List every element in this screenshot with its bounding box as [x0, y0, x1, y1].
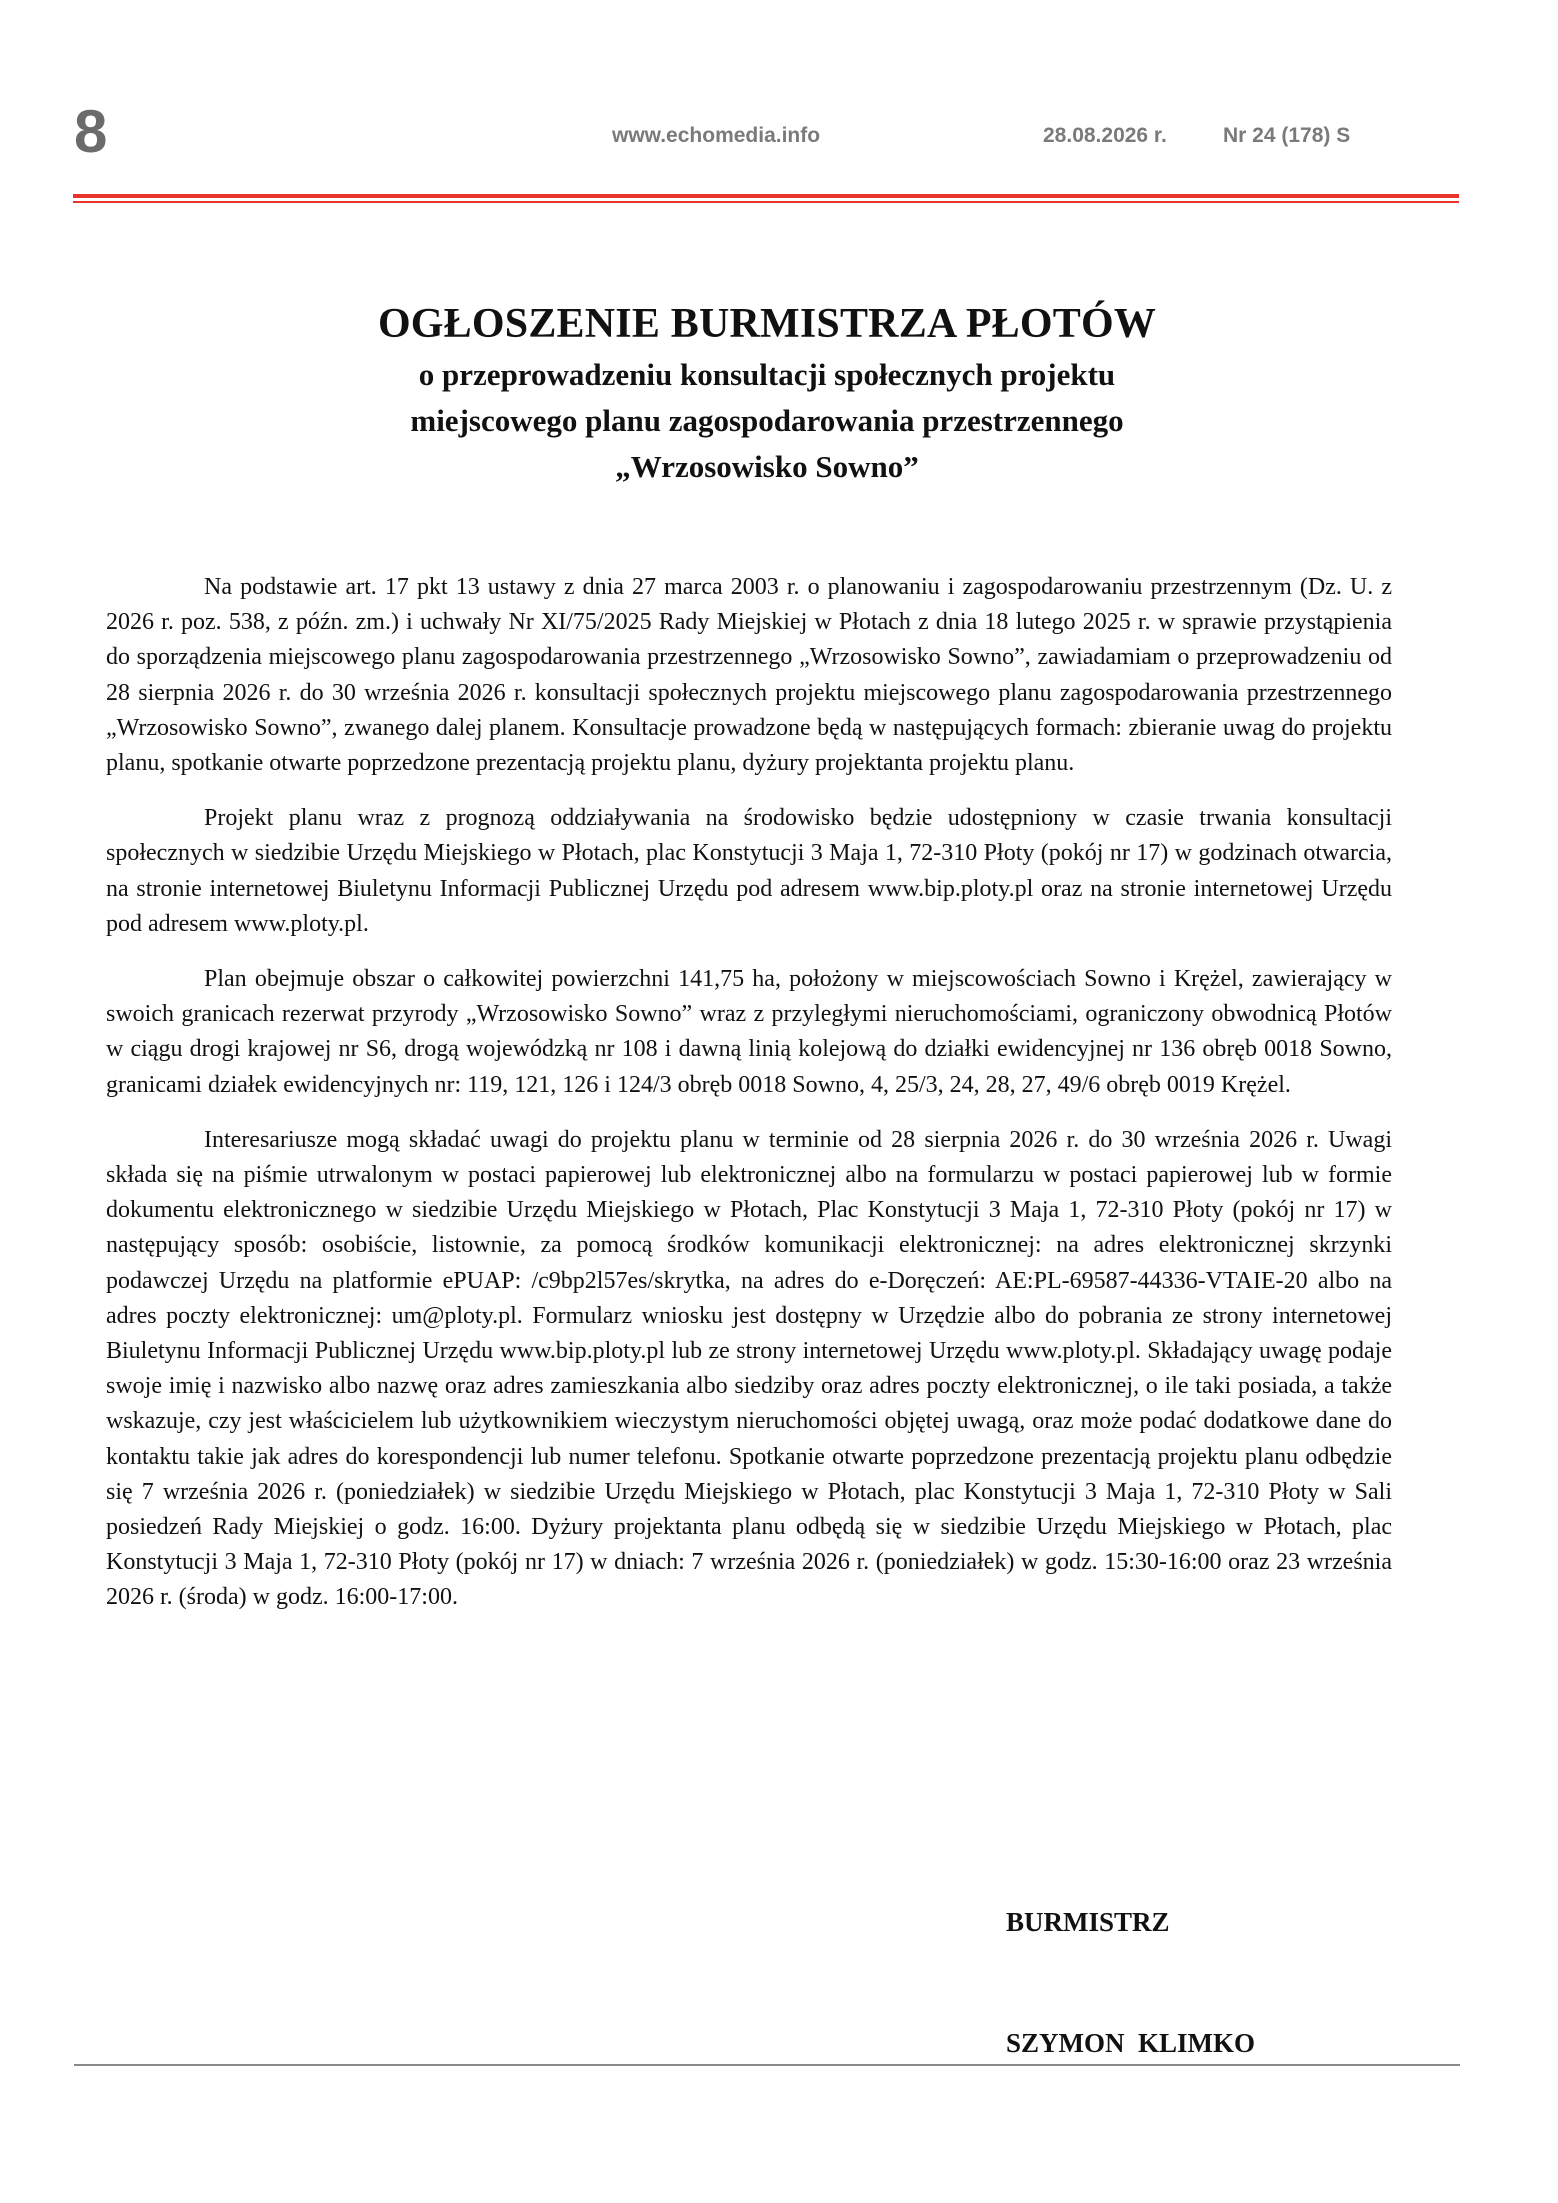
header-rule-thick [73, 194, 1459, 198]
signature-role: BURMISTRZ [1006, 1907, 1170, 1937]
body-paragraph-legal-basis: Na podstawie art. 17 pkt 13 ustawy z dnia 27 marca 2003 r. o planowaniu i zagospodarowaniu przestrzennym (Dz. U. z 2026 r. poz. 538, z późn. zm.) i uchwały Nr XI/75/2025 Rady Miejskiej w Płotach z dnia 18 lutego 2025 r. w sprawie przystąpienia do sporządzenia miejscowego planu zagospodarowania przestrzennego „Wrzosowisko Sowno”, zawiadamiam o przeprowadzeniu od 28 sierpnia 2026 r. do 30 września 2026 r. konsultacji społecznych projektu miejscowego planu zagospodarowania przestrzennego „Wrzosowisko Sowno”, zwanego dalej planem. Konsultacje prowadzone będą w następujących formach: zbieranie uwag do projektu planu, spotkanie otwarte poprzedzone prezentacją projektu planu, dyżury projektanta projektu planu. [106, 574, 1392, 777]
body-paragraph-comments: Interesariusze mogą składać uwagi do projektu planu w terminie od 28 sierpnia 2026 r. do 30 września 2026 r. Uwagi składa się na piśmie utrwalonym w postaci papierowej lub elektronicznej albo na formularzu w postaci papierowej lub w formie dokumentu elektronicznego w siedzibie Urzędu Miejskiego w Płotach, Plac Konstytucji 3 Maja 1, 72-310 Płoty (pokój nr 17) w następujący sposób: osobiście, listownie, za pomocą środków komunikacji elektronicznej: na adres elektronicznej skrzynki podawczej Urzędu na platformie ePUAP: /c9bp2l57es/skrytka, na adres do e-Doręczeń: AE:PL-69587-44336-VTAIE-20 albo na adres poczty elektronicznej: um@ploty.pl. Formularz wniosku jest dostępny w Urzędzie albo do pobrania ze strony internetowej Biuletynu Informacji Publicznej Urzędu www.bip.ploty.pl lub ze strony internetowej Urzędu www.ploty.pl. Składający uwagę podaje swoje imię i nazwisko albo nazwę oraz adres zamieszkania albo siedziby oraz adres poczty elektronicznej, o ile taki posiada, a także wskazuje, czy jest właścicielem lub użytkownikiem wieczystym nieruchomości objętej uwagą, oraz może podać dodatkowe dane do kontaktu takie jak adres do korespondencji lub numer telefonu. Spotkanie otwarte poprzedzone prezentacją projektu planu odbędzie się 7 września 2026 r. (poniedziałek) w siedzibie Urzędu Miejskiego w Płotach, plac Konstytucji 3 Maja 1, 72-310 Płoty w Sali posiedzeń Rady Miejskiej o godz. 16:00. Dyżury projektanta planu odbędą się w siedzibie Urzędu Miejskiego w Płotach, plac Konstytucji 3 Maja 1, 72-310 Płoty (pokój nr 17) w dniach: 7 września 2026 r. (poniedziałek) w godz. 15:30-16:00 oraz 23 września 2026 r. (środa) w godz. 16:00-17:00. [106, 1126, 1392, 1611]
page-number: 8 [74, 98, 108, 165]
header-rule-thin [73, 201, 1459, 203]
signature-name: SZYMON KLIMKO [1006, 2028, 1256, 2058]
announcement-body [106, 570, 1392, 1636]
title-subtitle-line-3: „Wrzosowisko Sowno” [615, 449, 919, 484]
announcement-title [74, 296, 1460, 490]
footer-rule [74, 2064, 1460, 2066]
title-main: OGŁOSZENIE BURMISTRZA PŁOTÓW [377, 301, 1157, 347]
body-paragraph-area: Plan obejmuje obszar o całkowitej powierzchni 141,75 ha, położony w miejscowościach Sowno i Krężel, zawierający w swoich granicach rezerwat przyrody „Wrzosowisko Sowno” wraz z przyległymi nieruchomościami, ograniczony obwodnicą Płotów w ciągu drogi krajowej nr S6, drogą wojewódzką nr 108 i dawną linią kolejową do działki ewidencyjnej nr 136 obręb 0018 Sowno, granicami działek ewidencyjnych nr: 119, 121, 126 i 124/3 obręb 0018 Sowno, 4, 25/3, 24, 28, 27, 49/6 obręb 0019 Krężel. [106, 966, 1392, 1098]
body-paragraph-availability: Projekt planu wraz z prognozą oddziaływania na środowisko będzie udostępniony w czasie trwania konsultacji społecznych w siedzibie Urzędu Miejskiego w Płotach, plac Konstytucji 3 Maja 1, 72-310 Płoty (pokój nr 17) w godzinach otwarcia, na stronie internetowej Biuletynu Informacji Publicznej Urzędu pod adresem www.bip.ploty.pl oraz na stronie internetowej Urzędu pod adresem www.ploty.pl. [106, 805, 1392, 937]
header-issue-number: Nr 24 (178) S [1223, 124, 1351, 147]
title-subtitle-line-2: miejscowego planu zagospodarowania przestrzennego [410, 403, 1124, 438]
header-website: www.echomedia.info [612, 124, 821, 147]
signature-block [1006, 1847, 1255, 2088]
header-date: 28.08.2026 r. [1043, 124, 1167, 147]
title-subtitle-line-1: o przeprowadzeniu konsultacji społecznych projektu [418, 357, 1116, 392]
